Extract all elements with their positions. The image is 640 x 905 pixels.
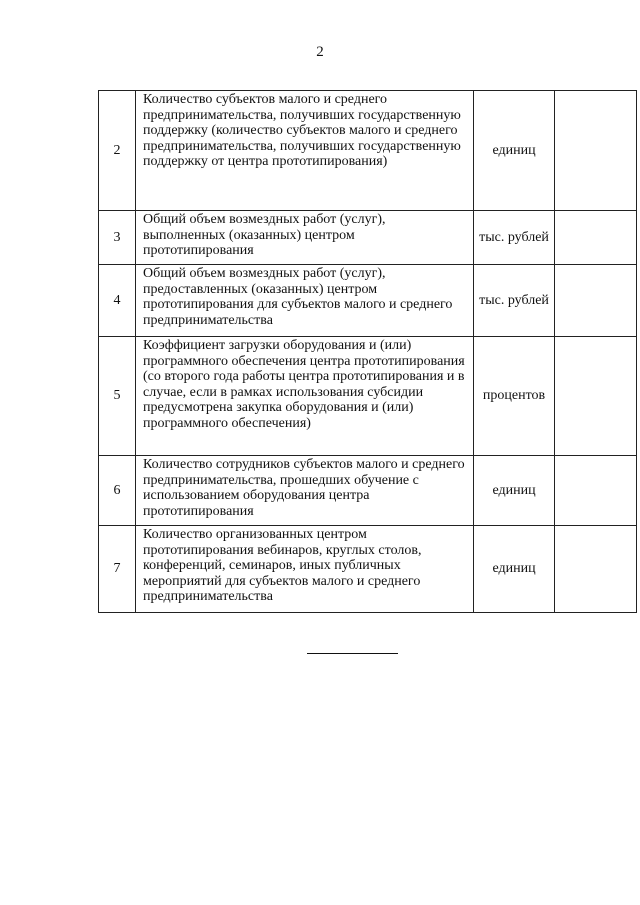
table-row <box>99 211 637 265</box>
indicator-description: Количество организованных центром прототипирования вебинаров, круглых столов, конференций, семинаров, иных публичных мероприятий для субъектов малого и среднего предпринимательства <box>136 526 474 613</box>
value-cell <box>555 337 637 456</box>
indicator-description: Общий объем возмездных работ (услуг), предоставленных (оказанных) центром прототипирования для субъектов малого и среднего предпринимательства <box>136 265 474 337</box>
table-row <box>99 91 637 211</box>
table-row <box>99 456 637 526</box>
indicators-table <box>98 90 637 613</box>
unit-of-measure: единиц <box>474 526 555 613</box>
unit-of-measure: тыс. рублей <box>474 265 555 337</box>
unit-of-measure: процентов <box>474 337 555 456</box>
value-cell <box>555 91 637 211</box>
unit-of-measure: тыс. рублей <box>474 211 555 265</box>
indicator-description: Общий объем возмездных работ (услуг), выполненных (оказанных) центром прототипирования <box>136 211 474 265</box>
row-number: 3 <box>99 211 136 265</box>
row-number: 7 <box>99 526 136 613</box>
row-number: 4 <box>99 265 136 337</box>
indicator-description: Количество субъектов малого и среднего предпринимательства, получивших государственную поддержку (количество субъектов малого и среднего предпринимательства, получивших государственную поддержку от центра прототипирования) <box>136 91 474 211</box>
value-cell <box>555 265 637 337</box>
table-row <box>99 526 637 613</box>
indicator-description: Коэффициент загрузки оборудования и (или) программного обеспечения центра прототипирования (со второго года работы центра прототипирования и в случае, если в рамках использования субсидии предусмотрена закупка оборудования и (или) программного обеспечения) <box>136 337 474 456</box>
end-rule <box>307 653 398 654</box>
value-cell <box>555 456 637 526</box>
table-row <box>99 337 637 456</box>
unit-of-measure: единиц <box>474 456 555 526</box>
table-row <box>99 265 637 337</box>
value-cell <box>555 211 637 265</box>
unit-of-measure: единиц <box>474 91 555 211</box>
row-number: 6 <box>99 456 136 526</box>
row-number: 2 <box>99 91 136 211</box>
value-cell <box>555 526 637 613</box>
row-number: 5 <box>99 337 136 456</box>
page-number: 2 <box>316 44 324 60</box>
indicator-description: Количество сотрудников субъектов малого и среднего предпринимательства, прошедших обучение с использованием оборудования центра прототипирования <box>136 456 474 526</box>
